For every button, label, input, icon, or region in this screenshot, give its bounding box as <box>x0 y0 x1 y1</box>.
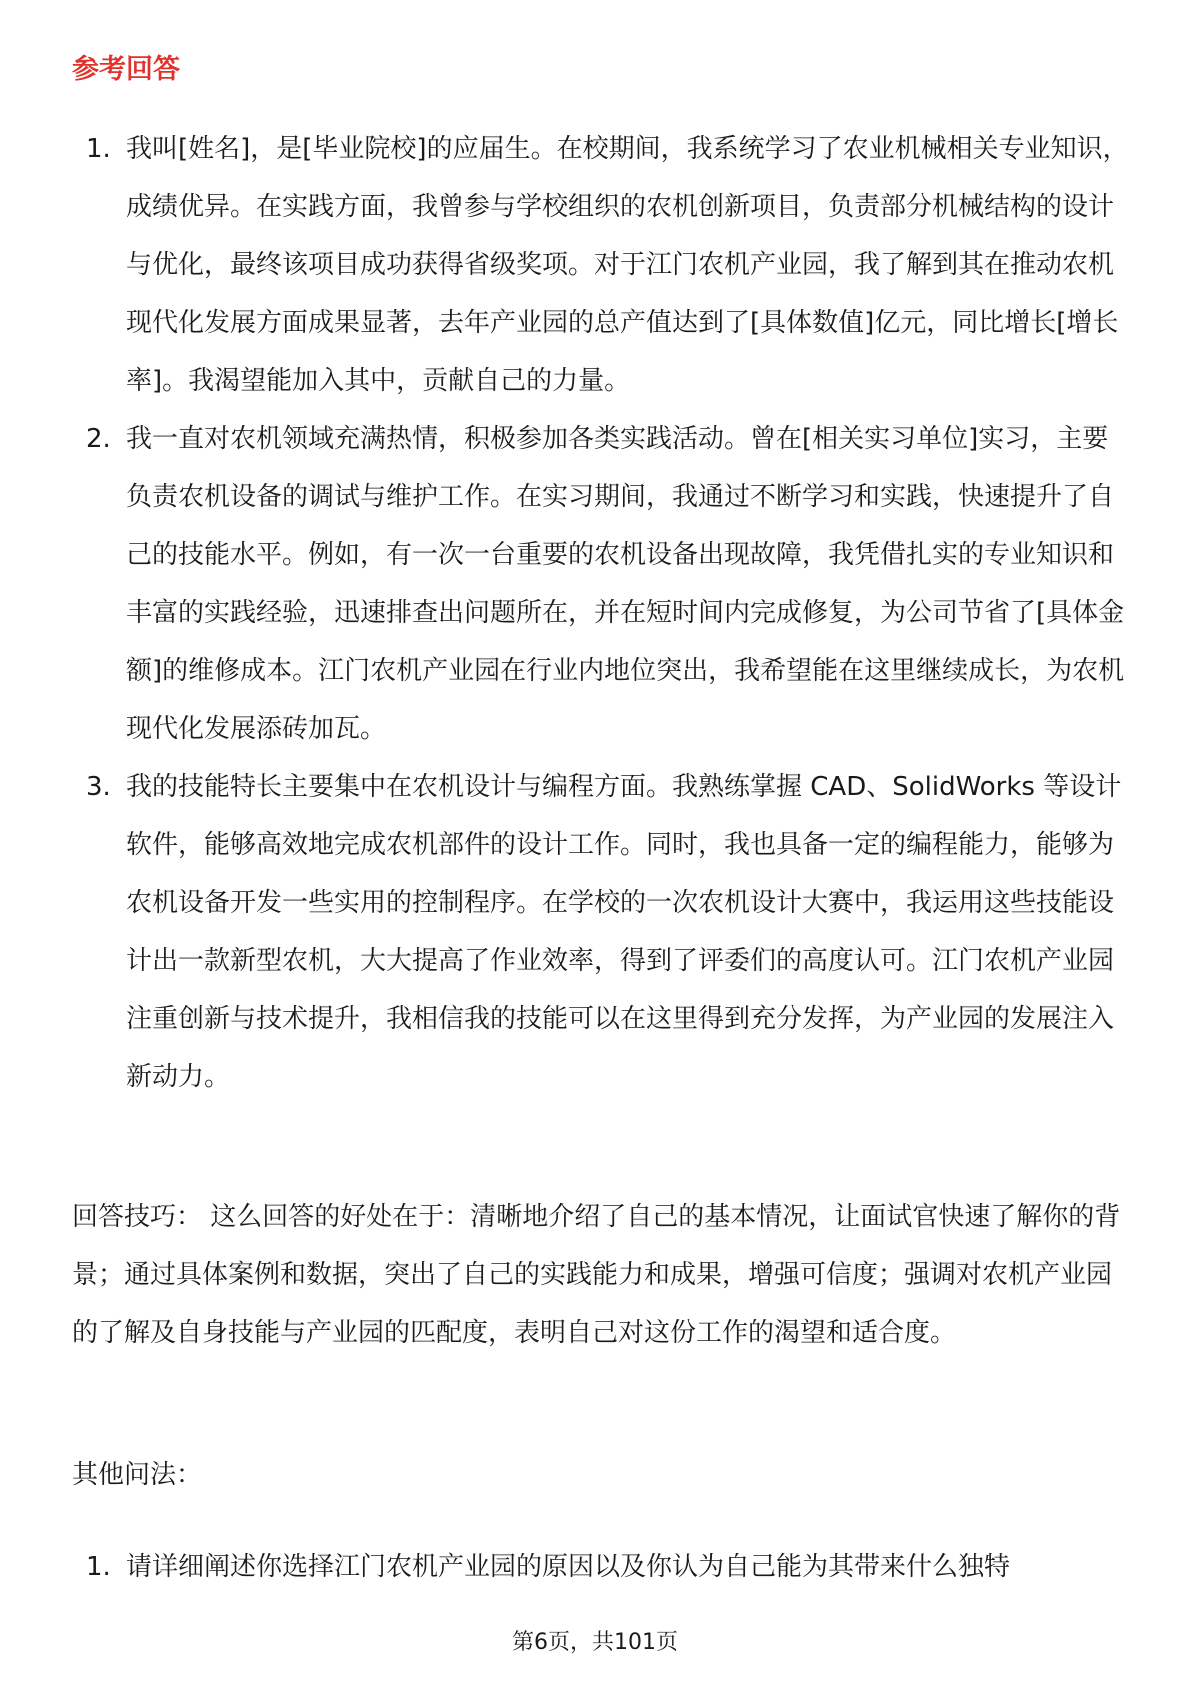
list-item-number: 3. <box>86 772 111 802</box>
list-item <box>72 758 1132 1106</box>
list-item-number: 2. <box>86 424 111 454</box>
answer-tips: 回答技巧： 这么回答的好处在于：清晰地介绍了自己的基本情况，让面试官快速了解你的背景；通过具体案例和数据，突出了自己的实践能力和成果，增强可信度；强调对农机产业园的了解及自身技能与产业园的匹配度，表明自己对这份工作的渴望和适合度。 <box>72 1202 1121 1348</box>
list-item-text: 我一直对农机领域充满热情，积极参加各类实践活动。曾在[相关实习单位]实习，主要负责农机设备的调试与维护工作。在实习期间，我通过不断学习和实践，快速提升了自己的技能水平。例如，有一次一台重要的农机设备出现故障，我凭借扎实的专业知识和丰富的实践经验，迅速排查出问题所在，并在短时间内完成修复，为公司节省了[具体金额]的维修成本。江门农机产业园在行业内地位突出，我希望能在这里继续成长，为农机现代化发展添砖加瓦。 <box>126 424 1125 744</box>
list-item-text: 我叫[姓名]，是[毕业院校]的应届生。在校期间，我系统学习了农业机械相关专业知识，成绩优异。在实践方面，我曾参与学校组织的农机创新项目，负责部分机械结构的设计与优化，最终该项目成功获得省级奖项。对于江门农机产业园，我了解到其在推动农机现代化发展方面成果显著，去年产业园的总产值达到了[具体数值]亿元，同比增长[增长率]。我渴望能加入其中，贡献自己的力量。 <box>126 134 1129 396</box>
section-title: 参考回答 <box>72 54 180 85</box>
page-number-footer: 第6页，共101页 <box>512 1630 678 1655</box>
list-item-text: 请详细阐述你选择江门农机产业园的原因以及你认为自己能为其带来什么独特 <box>126 1552 1011 1582</box>
other-questions-list <box>72 1538 1132 1596</box>
list-item-text: 我的技能特长主要集中在农机设计与编程方面。我熟练掌握 CAD、SolidWorks 等设计软件，能够高效地完成农机部件的设计工作。同时，我也具备一定的编程能力，能够为农机设备开发一些实用的控制程序。在学校的一次农机设计大赛中，我运用这些技能设计出一款新型农机，大大提高了作业效率，得到了评委们的高度认可。江门农机产业园注重创新与技术提升，我相信我的技能可以在这里得到充分发挥，为产业园的发展注入新动力。 <box>126 772 1122 1092</box>
list-item <box>72 410 1132 758</box>
answer-list <box>72 120 1132 1106</box>
list-item-number: 1. <box>86 134 111 164</box>
list-item <box>72 120 1132 410</box>
other-questions-title: 其他问法： <box>72 1460 203 1490</box>
list-item-number: 1. <box>86 1552 111 1582</box>
list-item <box>72 1538 1132 1596</box>
